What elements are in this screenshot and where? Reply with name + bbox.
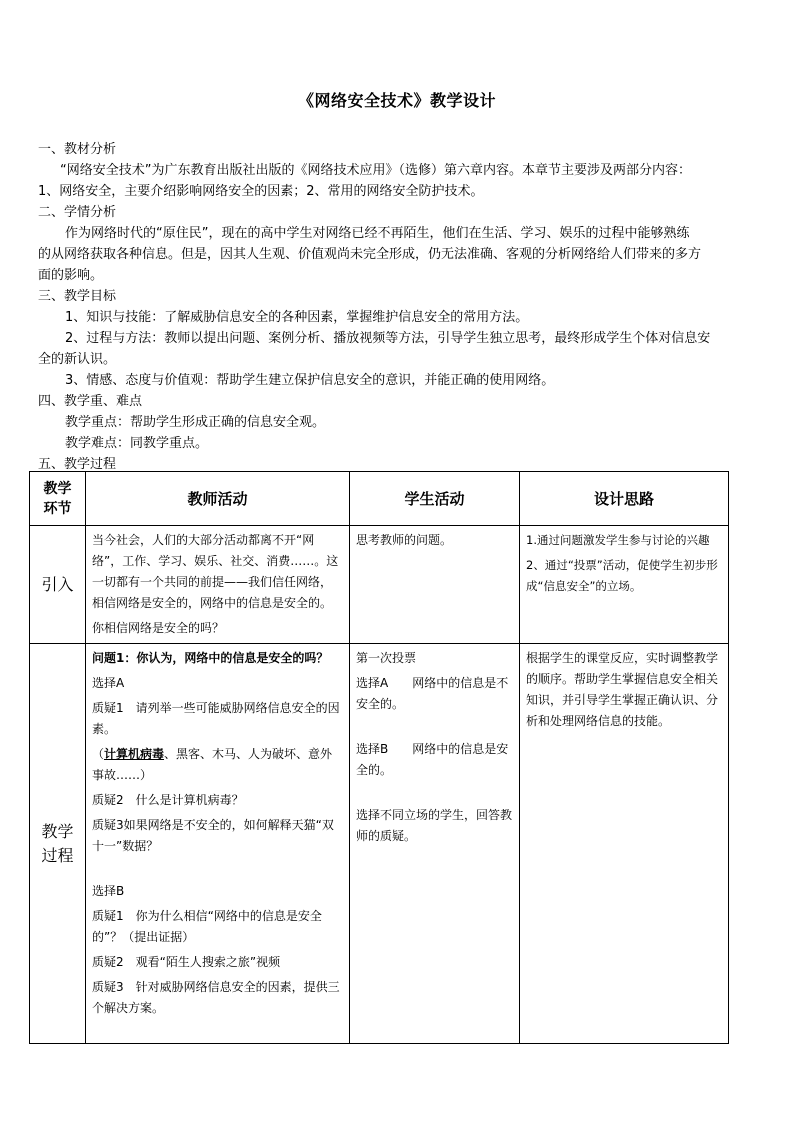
page-title: 《网络安全技术》教学设计 bbox=[297, 91, 496, 110]
objective-item: 2、过程与方法：教师以提出问题、案例分析、播放视频等方法，引导学生独立思考，最终形成学生个体对信息安 bbox=[65, 331, 711, 346]
teacher-activity-cell bbox=[86, 526, 350, 644]
student-activity-cell bbox=[350, 526, 520, 644]
section-heading-3: 三、教学目标 bbox=[38, 289, 117, 304]
header-teacher-activity: 教师活动 bbox=[86, 472, 350, 526]
objective-item: 1、知识与技能：了解威胁信息安全的各种因素，掌握维护信息安全的常用方法。 bbox=[65, 310, 529, 325]
design-idea-cell bbox=[520, 526, 729, 644]
design-idea-cell bbox=[520, 644, 729, 1044]
stage-process: 教学 过程 bbox=[30, 644, 86, 1044]
first-vote: 第一次投票 bbox=[356, 651, 417, 665]
challenge-a1: 质疑1 请列举一些可能威胁网络信息安全的因素。 bbox=[92, 701, 340, 736]
header-stage: 教学 环节 bbox=[30, 472, 86, 526]
header-design-idea: 设计思路 bbox=[520, 472, 729, 526]
section-heading-5: 五、教学过程 bbox=[38, 457, 117, 472]
section-heading-2: 二、学情分析 bbox=[38, 205, 117, 220]
table-row bbox=[30, 526, 729, 644]
objective-item-cont: 全的新认识。 bbox=[38, 352, 117, 367]
document-body bbox=[38, 139, 766, 475]
challenge-a1-answer: （计算机病毒、黑客、木马、人为破坏、意外事故……） bbox=[92, 747, 333, 782]
challenge-b3: 质疑3 针对威胁网络信息安全的因素，提供三个解决方案。 bbox=[92, 980, 340, 1015]
student-text: 思考教师的问题。 bbox=[356, 533, 453, 547]
table-header-row bbox=[30, 472, 729, 526]
stage-intro: 引入 bbox=[30, 526, 86, 644]
question-1: 问题1：你认为，网络中的信息是安全的吗？ bbox=[92, 651, 329, 665]
section-heading-4: 四、教学重、难点 bbox=[38, 394, 143, 409]
section-heading-1: 一、教材分析 bbox=[38, 142, 117, 157]
section-2-text: 作为网络时代的“原住民”，现在的高中学生对网络已经不再陌生，他们在生活、学习、娱乐的过程中能够熟练 bbox=[65, 226, 690, 241]
section-2-text: 的从网络获取各种信息。但是，因其人生观、价值观尚未完全形成，仍无法准确、客观的分析网络给人们带来的多方 bbox=[38, 247, 702, 262]
key-point: 教学重点：帮助学生形成正确的信息安全观。 bbox=[65, 415, 326, 430]
choice-b: 选择B bbox=[92, 884, 125, 898]
design-text: 根据学生的课堂反应，实时调整教学的顺序。帮助学生掌握信息安全相关知识，并引导学生掌握正确认识、分析和处理网络信息的技能。 bbox=[526, 651, 719, 728]
teacher-activity-cell bbox=[86, 644, 350, 1044]
objective-item: 3、情感、态度与价值观：帮助学生建立保护信息安全的意识，并能正确的使用网络。 bbox=[65, 373, 555, 388]
challenge-a3: 质疑3如果网络是不安全的，如何解释天猫“双十一”数据？ bbox=[92, 818, 334, 853]
header-student-activity: 学生活动 bbox=[350, 472, 520, 526]
teaching-process-table bbox=[29, 471, 729, 1044]
design-text: 1.通过问题激发学生参与讨论的兴趣 bbox=[526, 533, 710, 547]
student-activity-cell bbox=[350, 644, 520, 1044]
vote-option-a: 选择A 网络中的信息是不安全的。 bbox=[356, 676, 509, 711]
design-text: 2、通过“投票”活动，促使学生初步形成“信息安全”的立场。 bbox=[526, 558, 718, 593]
challenge-b2: 质疑2 观看“陌生人搜索之旅”视频 bbox=[92, 955, 281, 969]
section-1-text: “网络安全技术”为广东教育出版社出版的《网络技术应用》（选修）第六章内容。本章节主要涉及两部分内容： bbox=[60, 163, 691, 178]
teacher-question: 你相信网络是安全的吗？ bbox=[92, 621, 225, 635]
choice-a: 选择A bbox=[92, 676, 125, 690]
teacher-text: 当今社会，人们的大部分活动都离不开“网络”，工作、学习、娱乐、社交、消费……。这一切都有一个共同的前提——我们信任网络，相信网络是安全的，网络中的信息是安全的。 bbox=[92, 533, 339, 610]
section-1-text: 1、网络安全，主要介绍影响网络安全的因素；2、常用的网络安全防护技术。 bbox=[38, 184, 484, 199]
challenge-a2: 质疑2 什么是计算机病毒？ bbox=[92, 793, 244, 807]
section-2-text: 面的影响。 bbox=[38, 268, 104, 283]
student-answer: 选择不同立场的学生，回答教师的质疑。 bbox=[356, 808, 513, 843]
table-row bbox=[30, 644, 729, 1044]
vote-option-b: 选择B 网络中的信息是安全的。 bbox=[356, 742, 509, 777]
challenge-b1: 质疑1 你为什么相信“网络中的信息是安全的”？（提出证据） bbox=[92, 909, 322, 944]
difficult-point: 教学难点：同教学重点。 bbox=[65, 436, 209, 451]
